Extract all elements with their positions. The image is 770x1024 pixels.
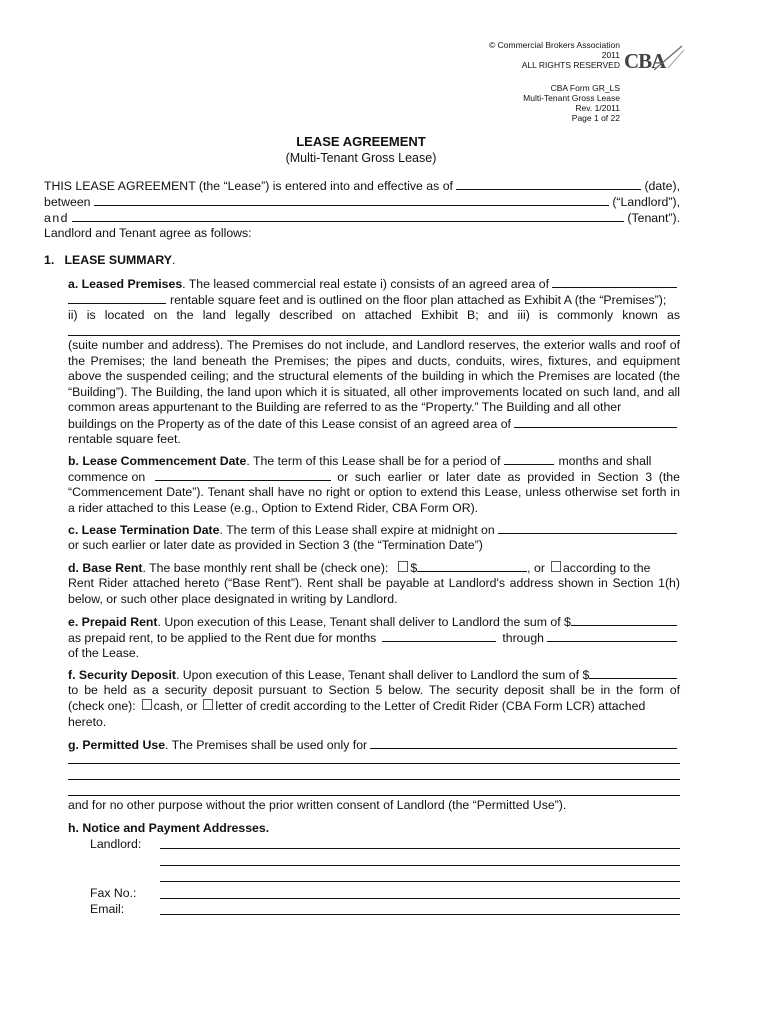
rent-amount-field[interactable] — [417, 560, 527, 572]
commence-date-field[interactable] — [155, 469, 331, 481]
landlord-address-label: Landlord: — [90, 837, 142, 851]
landlord-address-field-1[interactable] — [160, 848, 680, 849]
landlord-address-field-3[interactable] — [160, 881, 680, 882]
document-subtitle: (Multi-Tenant Gross Lease) — [285, 151, 437, 165]
prepaid-through-field[interactable] — [547, 630, 677, 642]
page-number: Page 1 of 22 — [571, 113, 620, 123]
common-name-field[interactable] — [68, 335, 680, 336]
item-a-line2: rentable square feet and is outlined on the floor plan attached as Exhibit A (the “Premises”); — [68, 292, 680, 309]
security-deposit-label: f. Security Deposit — [68, 668, 176, 682]
termination-label: c. Lease Termination Date — [68, 523, 220, 537]
permitted-use-field-3[interactable] — [68, 779, 680, 780]
base-rent-label: d. Base Rent — [68, 561, 143, 575]
item-e-end: of the Lease. — [68, 646, 140, 660]
item-b-line1: b. Lease Commencement Date . The term of this Lease shall be for a period of months and shall — [68, 454, 652, 468]
cash-checkbox[interactable] — [142, 699, 152, 710]
permitted-use-label: g. Permitted Use — [68, 738, 166, 752]
intro-agree: Landlord and Tenant agree as follows: — [44, 226, 252, 240]
copyright-year: 2011 — [601, 50, 620, 60]
prepaid-amount-field[interactable] — [571, 614, 677, 626]
commencement-label: b. Lease Commencement Date — [68, 454, 247, 468]
cba-logo — [624, 44, 686, 74]
item-b-body: “Commencement Date”). Tenant shall have no right or option to extend this Lease, unless otherwise set forth in a rider attached to this Lease (e.g., Option to Extend Rider, CBA Form OR). — [68, 485, 680, 515]
item-a-body: (suite number and address). The Premises do not include, and Landlord reserves, the exterior walls and roof of the Premises; the land beneath the Premises; the pipes and ducts, conduits, wires, fixtures, and equipment above the suspended ceiling; and the structural elements of the building in which the Premises are located (the “Building”). The Building, the land upon which it is situated, all other improvements located on such land, and all common areas appurtenant to the Building are referred to as the “Property.” The Building and all other — [68, 338, 680, 415]
tenant-name-field[interactable] — [72, 210, 624, 222]
copyright-line: © Commercial Brokers Association — [489, 40, 620, 50]
permitted-use-field-4[interactable] — [68, 795, 680, 796]
intro-line-landlord: between (“Landlord”), — [44, 195, 680, 209]
termination-date-field[interactable] — [498, 522, 677, 534]
leased-premises-label: a. Leased Premises — [68, 277, 183, 291]
agreed-area-field[interactable] — [552, 276, 677, 288]
document-title: LEASE AGREEMENT — [296, 134, 426, 149]
landlord-name-field[interactable] — [94, 194, 610, 206]
item-f-end: hereto. — [68, 715, 107, 729]
fax-label: Fax No.: — [90, 886, 137, 900]
copyright-block — [489, 40, 620, 70]
item-f-line1: f. Security Deposit . Upon execution of this Lease, Tenant shall deliver to Landlord the sum of $ — [68, 667, 680, 684]
permitted-use-field-2[interactable] — [68, 763, 680, 764]
building-area-field[interactable] — [514, 416, 677, 428]
cba-logo-text: CBA — [624, 49, 666, 73]
item-f-line2: to be held as a security deposit pursuant to Section 5 below. The security deposit shall be in the form of — [68, 683, 680, 697]
prepaid-from-field[interactable] — [382, 630, 496, 642]
form-code: CBA Form GR_LS — [550, 83, 620, 93]
item-a-end: rentable square feet. — [68, 432, 181, 446]
rights-line: ALL RIGHTS RESERVED — [521, 60, 620, 70]
term-months-field[interactable] — [504, 453, 554, 465]
notice-heading: h. Notice and Payment Addresses. — [68, 821, 270, 835]
item-c-line2: or such earlier or later date as provided in Section 3 (the “Termination Date”) — [68, 538, 483, 552]
letter-of-credit-checkbox[interactable] — [203, 699, 213, 710]
fax-field[interactable] — [160, 898, 680, 899]
rentable-sqft-field[interactable] — [68, 292, 166, 304]
intro-line-tenant: and (Tenant”). — [44, 211, 680, 225]
item-a-line1: a. Leased Premises . The leased commercial real estate i) consists of an agreed area of — [68, 276, 680, 293]
item-e-line2: as prepaid rent, to be applied to the Rent due for months through — [68, 630, 680, 647]
item-f-line3: (check one): cash, or letter of credit according to the Letter of Credit Rider (CBA Form LCR) attached — [68, 699, 646, 713]
item-a-building-area: buildings on the Property as of the date of this Lease consist of an agreed area of — [68, 416, 680, 433]
form-info-block — [523, 83, 620, 123]
item-d-body: Rent Rider attached hereto (“Base Rent”). Rent shall be payable at Landlord's address shown in Section 1(h) below, or such other place designated in writing by Landlord. — [68, 576, 680, 606]
item-b-line2: commence on or such earlier or later date as provided in Section 3 (the — [68, 470, 680, 484]
form-name: Multi-Tenant Gross Lease — [523, 93, 620, 103]
section-1-heading: 1. LEASE SUMMARY. — [44, 253, 176, 267]
rent-rider-checkbox[interactable] — [551, 561, 561, 572]
date-field[interactable] — [456, 178, 642, 190]
form-revision: Rev. 1/2011 — [575, 103, 620, 113]
item-d-line1: d. Base Rent . The base monthly rent shall be (check one): $ , or according to the — [68, 561, 651, 575]
item-a-line3: ii) is located on the land legally described on attached Exhibit B; and iii) is commonly known as — [68, 308, 680, 322]
email-label: Email: — [90, 902, 125, 916]
item-e-line1: e. Prepaid Rent . Upon execution of this Lease, Tenant shall deliver to Landlord the sum of $ — [68, 614, 680, 631]
item-c-line1: c. Lease Termination Date . The term of this Lease shall expire at midnight on — [68, 522, 680, 539]
permitted-use-field-1[interactable] — [370, 737, 677, 749]
deposit-amount-field[interactable] — [589, 667, 677, 679]
prepaid-rent-label: e. Prepaid Rent — [68, 615, 158, 629]
item-g-end: and for no other purpose without the prior written consent of Landlord (the “Permitted Use”). — [68, 798, 567, 812]
email-field[interactable] — [160, 914, 680, 915]
item-g-line1: g. Permitted Use . The Premises shall be used only for — [68, 737, 680, 754]
landlord-address-field-2[interactable] — [160, 865, 680, 866]
intro-line-date: THIS LEASE AGREEMENT (the “Lease”) is entered into and effective as of (date), — [44, 179, 680, 193]
rent-amount-checkbox[interactable] — [398, 561, 408, 572]
